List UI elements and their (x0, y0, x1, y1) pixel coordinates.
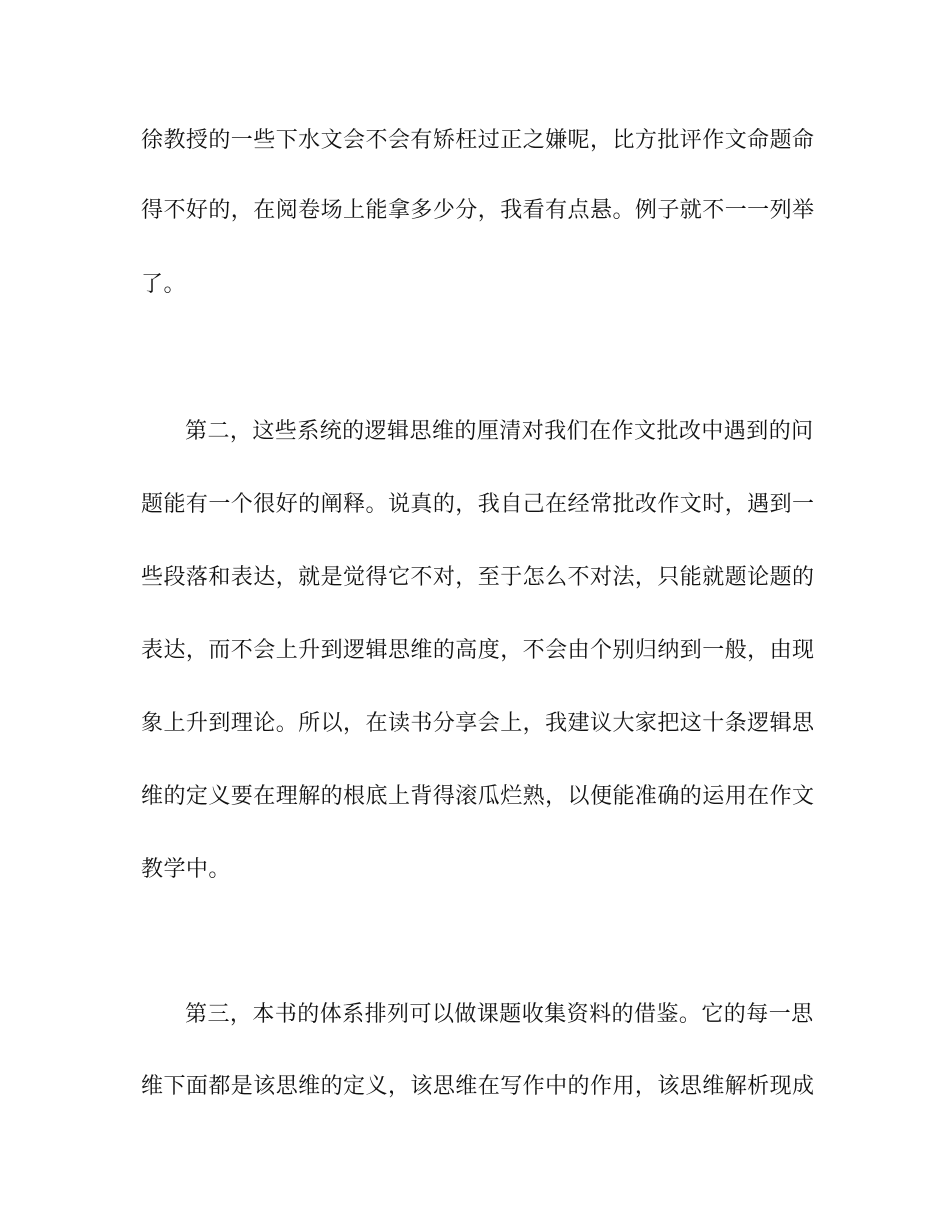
paragraph-1-line-2: 得不好的，在阅卷场上能拿多少分，我看有点悬。例子就不一一列举 (141, 198, 815, 223)
paragraph-2-line-4: 表达，而不会上升到逻辑思维的高度，不会由个别归纳到一般，由现 (141, 638, 815, 663)
paragraph-1-line-3: 了。 (141, 272, 186, 297)
paragraph-3-line-1: 第三，本书的体系排列可以做课题收集资料的借鉴。它的每一思 (185, 1002, 814, 1027)
paragraph-2-line-1: 第二，这些系统的逻辑思维的厘清对我们在作文批改中遇到的问 (185, 419, 814, 444)
paragraph-2-line-7: 教学中。 (141, 857, 231, 882)
paragraph-3-line-2: 维下面都是该思维的定义，该思维在写作中的作用，该思维解析现成 (141, 1074, 815, 1099)
paragraph-2-line-6: 维的定义要在理解的根底上背得滚瓜烂熟，以便能准确的运用在作文 (141, 784, 815, 809)
paragraph-1-line-1: 徐教授的一些下水文会不会有矫枉过正之嫌呢，比方批评作文命题命 (141, 128, 815, 153)
paragraph-2-line-5: 象上升到理论。所以，在读书分享会上，我建议大家把这十条逻辑思 (141, 711, 815, 736)
paragraph-2-line-3: 些段落和表达，就是觉得它不对，至于怎么不对法，只能就题论题的 (141, 565, 815, 590)
paragraph-2-line-2: 题能有一个很好的阐释。说真的，我自己在经常批改作文时，遇到一 (141, 492, 815, 517)
